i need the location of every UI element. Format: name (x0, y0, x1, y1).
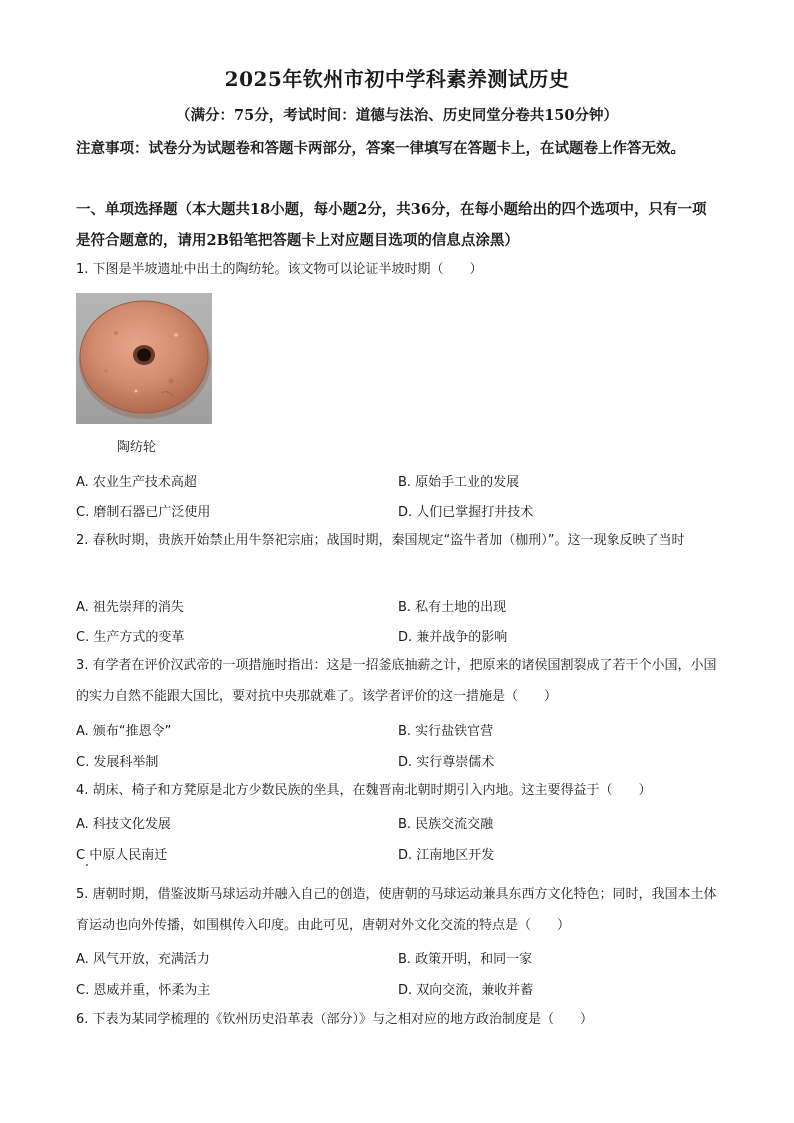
q5-option-a: A. 风气开放，充满活力 (76, 952, 210, 967)
question-5-stem: 5. 唐朝时期，借鉴波斯马球运动并融入自己的创造，使唐朝的马球运动兼具东西方文化特色；同时，我国本土体育运动也向外传播，如围棋传入印度。由此可见，唐朝对外文化交流的特点是（ ） (76, 887, 717, 933)
spindle-whorl-photo (76, 293, 212, 424)
q1-option-c: C. 磨制石器已广泛使用 (76, 505, 211, 520)
q4-option-a: A. 科技文化发展 (76, 817, 171, 832)
figure-caption: 陶纺轮 (117, 440, 157, 455)
question-3-stem: 3. 有学者在评价汉武帝的一项措施时指出：这是一招釜底抽薪之计，把原来的诸侯国割裂成了若干个小国，小国的实力自然不能跟大国比，要对抗中央那就难了。该学者评价的这一措施是（ ） (76, 658, 717, 704)
q4-option-d: D. 江南地区开发 (398, 848, 495, 863)
q1-option-b: B. 原始手工业的发展 (398, 475, 520, 490)
stray-dot (86, 864, 88, 866)
q3-option-d: D. 实行尊崇儒术 (398, 755, 495, 770)
q2-option-b: B. 私有土地的出现 (398, 600, 507, 615)
q1-option-a: A. 农业生产技术高超 (76, 475, 197, 490)
q3-option-b: B. 实行盐铁官营 (398, 724, 494, 739)
question-4-stem: 4. 胡床、椅子和方凳原是北方少数民族的坐具，在魏晋南北朝时期引入内地。这主要得益于（ ） (76, 783, 652, 798)
exam-subtitle: （满分：75分，考试时间：道德与法治、历史同堂分卷共150分钟） (176, 107, 618, 124)
q2-option-d: D. 兼并战争的影响 (398, 630, 508, 645)
q3-option-a: A. 颁布“推恩令” (76, 724, 172, 739)
q2-option-a: A. 祖先崇拜的消失 (76, 600, 184, 615)
q5-option-d: D. 双向交流，兼收并蓄 (398, 983, 534, 998)
section-heading: 一、单项选择题（本大题共18小题，每小题2分，共36分，在每小题给出的四个选项中，只有一项是符合题意的，请用2B铅笔把答题卡上对应题目选项的信息点涂黑） (76, 201, 707, 249)
q4-option-c: C 中原人民南迁 (76, 848, 168, 863)
q2-option-c: C. 生产方式的变革 (76, 630, 185, 645)
q5-option-b: B. 政策开明，和同一家 (398, 952, 533, 967)
q5-option-c: C. 恩威并重，怀柔为主 (76, 983, 211, 998)
q4-option-b: B. 民族交流交融 (398, 817, 494, 832)
q1-option-d: D. 人们已掌握打井技术 (398, 505, 534, 520)
question-2-stem: 2. 春秋时期，贵族开始禁止用牛祭祀宗庙；战国时期，秦国规定“盗牛者加（枷刑）”。这一现象反映了当时 (76, 533, 685, 548)
exam-title: 2025年钦州市初中学科素养测试历史 (224, 67, 570, 91)
q3-option-c: C. 发展科举制 (76, 755, 159, 770)
question-1-stem: 1. 下图是半坡遗址中出土的陶纺轮。该文物可以论证半坡时期（ ） (76, 262, 483, 277)
exam-notice: 注意事项：试卷分为试题卷和答题卡两部分，答案一律填写在答题卡上，在试题卷上作答无效。 (76, 140, 685, 157)
question-6-stem: 6. 下表为某同学梳理的《钦州历史沿革表（部分）》与之相对应的地方政治制度是（ ） (76, 1012, 594, 1027)
